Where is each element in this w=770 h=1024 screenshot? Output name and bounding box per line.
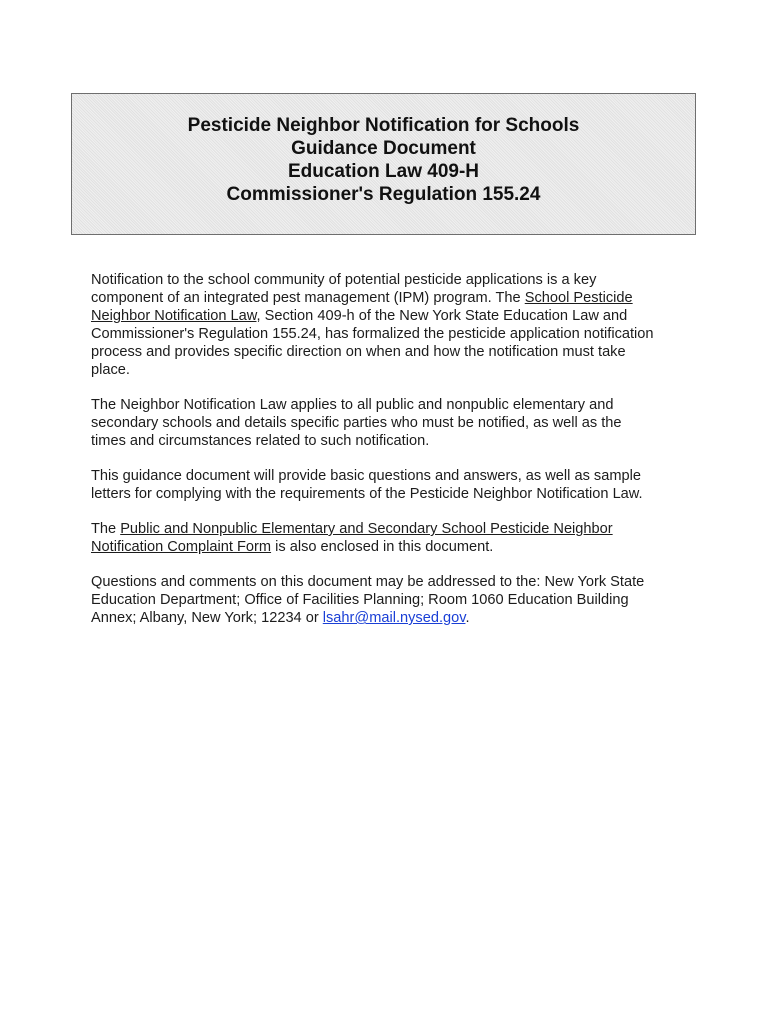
text-segment: , Section 409-h of the New York State Education Law and [256, 308, 628, 324]
text-line: The Neighbor Notification Law applies to all public and nonpublic elementary and [91, 397, 614, 413]
text-line: Questions and comments on this document may be addressed to the: New York State [91, 574, 645, 590]
text-line [91, 307, 681, 325]
paragraph-scope [91, 396, 681, 450]
text-line [91, 289, 681, 307]
text-line [91, 538, 681, 556]
complaint-form-link[interactable]: Public and Nonpublic Elementary and Secondary School Pesticide Neighbor [120, 521, 613, 537]
text-segment: The [91, 521, 121, 537]
text-segment: is also enclosed in this document. [271, 539, 494, 555]
complaint-form-link-cont[interactable]: Notification Complaint Form [91, 539, 272, 555]
text-line: letters for complying with the requirements of the Pesticide Neighbor Notification Law. [91, 486, 643, 502]
school-pesticide-law-link[interactable]: School Pesticide [524, 290, 633, 306]
text-line: process and provides specific direction on when and how the notification must take [91, 344, 626, 360]
contact-email-link[interactable]: lsahr@mail.nysed.gov [322, 610, 466, 626]
text-line: Education Department; Office of Facilities Planning; Room 1060 Education Building [91, 592, 629, 608]
text-line: Commissioner's Regulation 155.24, has formalized the pesticide application notification [91, 326, 654, 342]
document-body [91, 271, 681, 644]
text-segment: component of an integrated pest management (IPM) program. The [91, 290, 525, 306]
text-line [91, 520, 681, 538]
text-segment: . [465, 610, 470, 626]
document-title: Pesticide Neighbor Notification for Schools [187, 115, 580, 136]
school-pesticide-law-link-cont[interactable]: Neighbor Notification Law [91, 308, 257, 324]
text-line: Notification to the school community of potential pesticide applications is a key [91, 272, 597, 288]
paragraph-purpose [91, 467, 681, 503]
text-line: times and circumstances related to such notification. [91, 433, 430, 449]
paragraph-complaint-form [91, 520, 681, 556]
paragraph-contact [91, 573, 681, 627]
regulation-reference: Commissioner's Regulation 155.24 [226, 184, 541, 205]
text-line: This guidance document will provide basic questions and answers, as well as sample [91, 468, 641, 484]
document-subtitle: Guidance Document [291, 138, 476, 159]
law-reference: Education Law 409-H [287, 161, 480, 182]
paragraph-intro [91, 271, 681, 379]
text-line: secondary schools and details specific parties who must be notified, as well as the [91, 415, 622, 431]
text-segment: Annex; Albany, New York; 12234 or [91, 610, 323, 626]
title-box [71, 93, 696, 235]
text-line: place. [91, 362, 130, 378]
text-line [91, 609, 681, 627]
